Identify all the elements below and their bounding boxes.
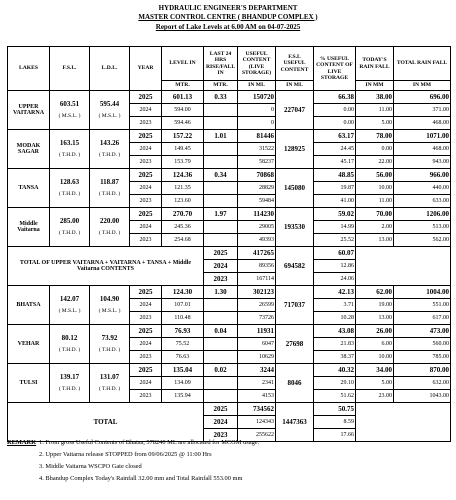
unit-rain-total: IN MM [394, 81, 451, 91]
lake-name [8, 208, 50, 247]
rain-total-cell: 696.00 [394, 91, 451, 104]
fsl-cell [50, 91, 90, 130]
rain-today-cell: 0.00 [356, 143, 394, 156]
subtotal-label: TOTAL OF UPPER VAITARNA + VAITARNA + TANSA + Middle Vaitarna CONTENTS [8, 247, 204, 286]
rain-today-cell: 70.00 [356, 208, 394, 221]
year-cell: 2024 [130, 299, 162, 312]
unit-fsl-useful: IN ML [276, 81, 314, 91]
header-row [8, 47, 451, 81]
rise-cell [204, 351, 238, 364]
level-cell: 76.93 [162, 325, 204, 338]
level-cell: 254.68 [162, 234, 204, 247]
col-lakes: LAKES [8, 47, 50, 91]
rise-cell [204, 182, 238, 195]
rain-today-cell: 10.00 [356, 351, 394, 364]
year-cell: 2025 [204, 403, 238, 416]
level-cell: 110.48 [162, 312, 204, 325]
centre-title: MASTER CONTROL CENTRE ( BHANDUP COMPLEX ) [138, 12, 318, 21]
year-cell: 2024 [130, 377, 162, 390]
table-row [8, 325, 451, 338]
col-rain-total: TOTAL RAIN FALL [394, 47, 451, 81]
col-pct: % USEFUL CONTENT OF LIVE STORAGE [314, 47, 356, 91]
rise-cell: 0.02 [204, 364, 238, 377]
level-cell: 121.35 [162, 182, 204, 195]
datum-label: ( T.H.D. ) [98, 386, 121, 392]
pct-cell: 19.87 [314, 182, 356, 195]
rain-today-cell: 22.00 [356, 156, 394, 169]
year-cell: 2023 [130, 351, 162, 364]
level-cell: 75.52 [162, 338, 204, 351]
pct-cell: 50.75 [314, 403, 356, 416]
ldl-value: 104.90 [99, 294, 120, 303]
pct-cell: 42.13 [314, 286, 356, 299]
level-cell: 135.04 [162, 364, 204, 377]
rise-cell [204, 117, 238, 130]
year-cell: 2024 [204, 416, 238, 429]
ldl-value: 220.00 [99, 216, 120, 225]
level-cell: 245.36 [162, 221, 204, 234]
useful-cell: 0 [238, 117, 276, 130]
datum-label: ( M.S.L. ) [98, 308, 121, 314]
table-row [8, 91, 451, 104]
useful-cell: 10629 [238, 351, 276, 364]
pct-cell: 66.38 [314, 91, 356, 104]
year-cell: 2025 [204, 247, 238, 260]
lake-name [8, 91, 50, 130]
rain-total-cell: 870.00 [394, 364, 451, 377]
rain-total-cell: 943.00 [394, 156, 451, 169]
pct-cell: 63.17 [314, 130, 356, 143]
fsl-useful-cell: 1447363 [276, 403, 314, 442]
rain-total-cell: 551.00 [394, 299, 451, 312]
pct-cell: 0.00 [314, 104, 356, 117]
ldl-cell [90, 208, 130, 247]
useful-cell: 11931 [238, 325, 276, 338]
level-cell: 124.36 [162, 169, 204, 182]
level-cell: 149.45 [162, 143, 204, 156]
grand_total-label: TOTAL [8, 403, 204, 442]
rain-total-cell: 371.00 [394, 104, 451, 117]
ldl-value: 73.92 [101, 333, 118, 342]
rain-today-cell: 5.00 [356, 377, 394, 390]
fsl-value: 603.51 [59, 99, 80, 108]
ldl-cell [90, 325, 130, 364]
rise-cell [204, 299, 238, 312]
useful-cell: 29005 [238, 221, 276, 234]
ldl-value: 131.07 [99, 372, 120, 381]
fsl-useful-cell: 27698 [276, 325, 314, 364]
remark-item: 1. From gross Useful Contents of Bhatsa, 578240 ML are allocated for MCGM usage. [39, 439, 260, 446]
level-cell: 153.79 [162, 156, 204, 169]
fsl-useful-cell: 145080 [276, 169, 314, 208]
datum-label: ( T.H.D. ) [58, 230, 81, 236]
col-last24: LAST 24 HRS RISE/FALL IN [204, 47, 238, 81]
lake-name-line: SAGAR [17, 149, 39, 155]
rain-total-cell: 468.00 [394, 143, 451, 156]
empty-cell [356, 247, 451, 286]
pct-cell: 24.06 [314, 273, 356, 286]
level-cell: 157.22 [162, 130, 204, 143]
rise-cell [204, 104, 238, 117]
fsl-value: 142.07 [59, 294, 80, 303]
pct-cell: 21.83 [314, 338, 356, 351]
pct-cell: 10.28 [314, 312, 356, 325]
rise-cell [204, 221, 238, 234]
ldl-cell [90, 169, 130, 208]
pct-cell: 12.86 [314, 260, 356, 273]
useful-cell: 73726 [238, 312, 276, 325]
datum-label: ( T.H.D. ) [98, 152, 121, 158]
lake-name-line: VAITARNA [12, 110, 45, 116]
datum-label: ( T.H.D. ) [58, 191, 81, 197]
pct-cell: 29.10 [314, 377, 356, 390]
useful-cell: 114230 [238, 208, 276, 221]
ldl-value: 143.26 [99, 138, 120, 147]
pct-cell: 60.07 [314, 247, 356, 260]
rise-cell [204, 143, 238, 156]
lake-name-line: TANSA [18, 184, 39, 191]
rise-cell [204, 377, 238, 390]
level-cell: 76.63 [162, 351, 204, 364]
lake-name [8, 169, 50, 208]
fsl-value: 163.15 [59, 138, 80, 147]
pct-cell: 41.00 [314, 195, 356, 208]
year-cell: 2025 [130, 208, 162, 221]
useful-cell: 70868 [238, 169, 276, 182]
year-cell: 2023 [204, 273, 238, 286]
department-title: HYDRAULIC ENGINEER'S DEPARTMENT [158, 4, 298, 12]
rain-today-cell: 62.00 [356, 286, 394, 299]
rise-cell: 1.01 [204, 130, 238, 143]
rise-cell [204, 338, 238, 351]
pct-cell: 3.71 [314, 299, 356, 312]
ldl-cell [90, 364, 130, 403]
level-cell: 123.60 [162, 195, 204, 208]
rise-cell [204, 234, 238, 247]
useful-cell: 0 [238, 104, 276, 117]
year-cell: 2025 [130, 130, 162, 143]
level-cell: 594.00 [162, 104, 204, 117]
datum-label: ( M.S.L. ) [58, 308, 81, 314]
lake-name [8, 286, 50, 325]
col-fsl-useful: F.S.L USEFUL CONTENT [276, 47, 314, 81]
rain-today-cell: 13.00 [356, 234, 394, 247]
lake-name-line: BHATSA [16, 301, 41, 308]
table-row [8, 169, 451, 182]
ldl-cell [90, 286, 130, 325]
year-cell: 2024 [130, 182, 162, 195]
lake-name [8, 364, 50, 403]
rain-total-cell: 1206.00 [394, 208, 451, 221]
pct-cell: 51.62 [314, 390, 356, 403]
year-cell: 2025 [130, 91, 162, 104]
rain-today-cell: 34.00 [356, 364, 394, 377]
rain-total-cell: 440.00 [394, 182, 451, 195]
fsl-cell [50, 325, 90, 364]
pct-cell: 59.02 [314, 208, 356, 221]
year-cell: 2024 [130, 221, 162, 234]
rise-cell [204, 312, 238, 325]
rain-today-cell: 11.00 [356, 195, 394, 208]
rain-total-cell: 560.00 [394, 338, 451, 351]
rain-total-cell: 473.00 [394, 325, 451, 338]
pct-cell: 48.85 [314, 169, 356, 182]
empty-cell [356, 403, 451, 442]
datum-label: ( T.H.D. ) [98, 191, 121, 197]
datum-label: ( T.H.D. ) [58, 386, 81, 392]
grand_total-row [8, 403, 451, 416]
table-row [8, 364, 451, 377]
fsl-cell [50, 208, 90, 247]
useful-cell: 6047 [238, 338, 276, 351]
pct-cell: 38.37 [314, 351, 356, 364]
rain-total-cell: 513.00 [394, 221, 451, 234]
col-ldl: L.D.L. [90, 47, 130, 91]
rise-cell [204, 390, 238, 403]
lake-name-line: Middle [19, 220, 38, 227]
datum-label: ( M.S.L. ) [98, 113, 121, 119]
fsl-cell [50, 169, 90, 208]
year-cell: 2025 [130, 169, 162, 182]
pct-cell: 24.45 [314, 143, 356, 156]
unit-last24: MTR. [204, 81, 238, 91]
lake-name-line: Vaitarna [17, 227, 40, 233]
rain-total-cell: 1071.00 [394, 130, 451, 143]
useful-cell: 3244 [238, 364, 276, 377]
level-cell: 135.94 [162, 390, 204, 403]
year-cell: 2023 [130, 390, 162, 403]
rain-total-cell: 617.00 [394, 312, 451, 325]
datum-label: ( T.H.D. ) [98, 230, 121, 236]
remarks-label: REMARK [7, 439, 37, 446]
level-cell: 107.01 [162, 299, 204, 312]
col-useful: USEFUL CONTENT (LIVE STORAGE) [238, 47, 276, 81]
fsl-useful-cell: 227047 [276, 91, 314, 130]
pct-cell: 40.32 [314, 364, 356, 377]
rise-cell: 0.34 [204, 169, 238, 182]
useful-cell: 302123 [238, 286, 276, 299]
pct-cell: 14.99 [314, 221, 356, 234]
useful-cell: 28829 [238, 182, 276, 195]
remark-item: 3. Middle Vaitarna WSCPO Gate closed [39, 463, 142, 470]
rain-today-cell: 26.00 [356, 325, 394, 338]
unit-level: MTR. [162, 81, 204, 91]
useful-cell: 150720 [238, 91, 276, 104]
rain-total-cell: 1004.00 [394, 286, 451, 299]
rain-total-cell: 562.00 [394, 234, 451, 247]
datum-label: ( T.H.D. ) [98, 347, 121, 353]
year-cell: 2024 [130, 104, 162, 117]
table-row [8, 208, 451, 221]
fsl-useful-cell: 694582 [276, 247, 314, 286]
ldl-value: 118.87 [100, 177, 119, 186]
level-cell: 601.13 [162, 91, 204, 104]
rain-total-cell: 1043.00 [394, 390, 451, 403]
useful-cell: 89356 [238, 260, 276, 273]
useful-cell: 4153 [238, 390, 276, 403]
pct-cell: 43.08 [314, 325, 356, 338]
fsl-value: 285.00 [59, 216, 80, 225]
rain-total-cell: 785.00 [394, 351, 451, 364]
rain-today-cell: 10.00 [356, 182, 394, 195]
level-cell: 134.09 [162, 377, 204, 390]
rain-total-cell: 632.00 [394, 377, 451, 390]
fsl-cell [50, 364, 90, 403]
report-title: Report of Lake Levels at 6.00 AM on 04-07-2025 [155, 23, 301, 31]
pct-cell: 8.59 [314, 416, 356, 429]
ldl-value: 595.44 [99, 99, 120, 108]
lake-name-line: MODAK [16, 142, 41, 149]
level-cell: 594.46 [162, 117, 204, 130]
useful-cell: 417265 [238, 247, 276, 260]
col-fsl: F.S.L. [50, 47, 90, 91]
fsl-value: 80.12 [61, 333, 78, 342]
lake-name-line: UPPER [18, 103, 39, 110]
rain-total-cell: 966.00 [394, 169, 451, 182]
rise-cell [204, 195, 238, 208]
col-level: LEVEL IN [162, 47, 204, 81]
datum-label: ( M.S.L. ) [58, 113, 81, 119]
useful-cell: 31522 [238, 143, 276, 156]
unit-rain-today: IN MM [356, 81, 394, 91]
useful-cell: 26599 [238, 299, 276, 312]
fsl-useful-cell: 193530 [276, 208, 314, 247]
year-cell: 2023 [130, 195, 162, 208]
fsl-value: 128.63 [59, 177, 80, 186]
unit-useful: IN ML [238, 81, 276, 91]
rise-cell: 0.33 [204, 91, 238, 104]
subtotal-row [8, 247, 451, 260]
rise-cell: 1.97 [204, 208, 238, 221]
fsl-value: 139.17 [59, 372, 80, 381]
rain-today-cell: 56.00 [356, 169, 394, 182]
rain-today-cell: 23.00 [356, 390, 394, 403]
lake-name-line: VEHAR [17, 340, 40, 347]
level-cell: 124.30 [162, 286, 204, 299]
rain-today-cell: 19.00 [356, 299, 394, 312]
rain-today-cell: 6.00 [356, 338, 394, 351]
datum-label: ( T.H.D. ) [58, 347, 81, 353]
useful-cell: 59484 [238, 195, 276, 208]
rain-total-cell: 633.00 [394, 195, 451, 208]
year-cell: 2024 [130, 143, 162, 156]
fsl-useful-cell: 128925 [276, 130, 314, 169]
rise-cell: 0.04 [204, 325, 238, 338]
lake-levels-table [7, 46, 451, 442]
level-cell: 270.70 [162, 208, 204, 221]
lake-name-line: TULSI [19, 379, 38, 386]
report-header [0, 0, 456, 21]
rain-total-cell: 468.00 [394, 117, 451, 130]
year-cell: 2023 [130, 234, 162, 247]
ldl-cell [90, 91, 130, 130]
useful-cell: 2341 [238, 377, 276, 390]
col-year: YEAR [130, 47, 162, 91]
useful-cell: 167114 [238, 273, 276, 286]
year-cell: 2024 [130, 338, 162, 351]
year-cell: 2025 [130, 286, 162, 299]
ldl-cell [90, 130, 130, 169]
pct-cell: 45.17 [314, 156, 356, 169]
rise-cell [204, 156, 238, 169]
useful-cell: 58237 [238, 156, 276, 169]
datum-label: ( T.H.D. ) [58, 152, 81, 158]
rise-cell: 1.30 [204, 286, 238, 299]
remark-item: 4. Bhandup Complex Today's Rainfall 32.00 mm and Total Rainfall 553.00 mm [39, 475, 243, 482]
lake-name [8, 325, 50, 364]
rain-today-cell: 38.00 [356, 91, 394, 104]
remarks-list [39, 437, 259, 485]
year-cell: 2023 [130, 117, 162, 130]
lake-name [8, 130, 50, 169]
remark-item: 2. Upper Vaitarna release STOPPED from 09/06/2025 @ 11:00 Hrs [39, 451, 212, 458]
pct-cell: 17.66 [314, 429, 356, 442]
table-row [8, 286, 451, 299]
fsl-useful-cell: 8046 [276, 364, 314, 403]
useful-cell: 734562 [238, 403, 276, 416]
pct-cell: 0.00 [314, 117, 356, 130]
fsl-cell [50, 130, 90, 169]
rain-today-cell: 5.00 [356, 117, 394, 130]
useful-cell: 255622 [238, 429, 276, 442]
year-cell: 2023 [204, 429, 238, 442]
pct-cell: 25.52 [314, 234, 356, 247]
fsl-cell [50, 286, 90, 325]
useful-cell: 124343 [238, 416, 276, 429]
useful-cell: 49393 [238, 234, 276, 247]
year-cell: 2025 [130, 325, 162, 338]
col-rain-today: TODAY'S RAIN FALL [356, 47, 394, 81]
useful-cell: 81446 [238, 130, 276, 143]
rain-today-cell: 11.00 [356, 104, 394, 117]
year-cell: 2025 [130, 364, 162, 377]
rain-today-cell: 13.00 [356, 312, 394, 325]
fsl-useful-cell: 717037 [276, 286, 314, 325]
year-cell: 2023 [130, 156, 162, 169]
rain-today-cell: 2.00 [356, 221, 394, 234]
year-cell: 2024 [204, 260, 238, 273]
year-cell: 2023 [130, 312, 162, 325]
rain-today-cell: 78.00 [356, 130, 394, 143]
table-row [8, 130, 451, 143]
